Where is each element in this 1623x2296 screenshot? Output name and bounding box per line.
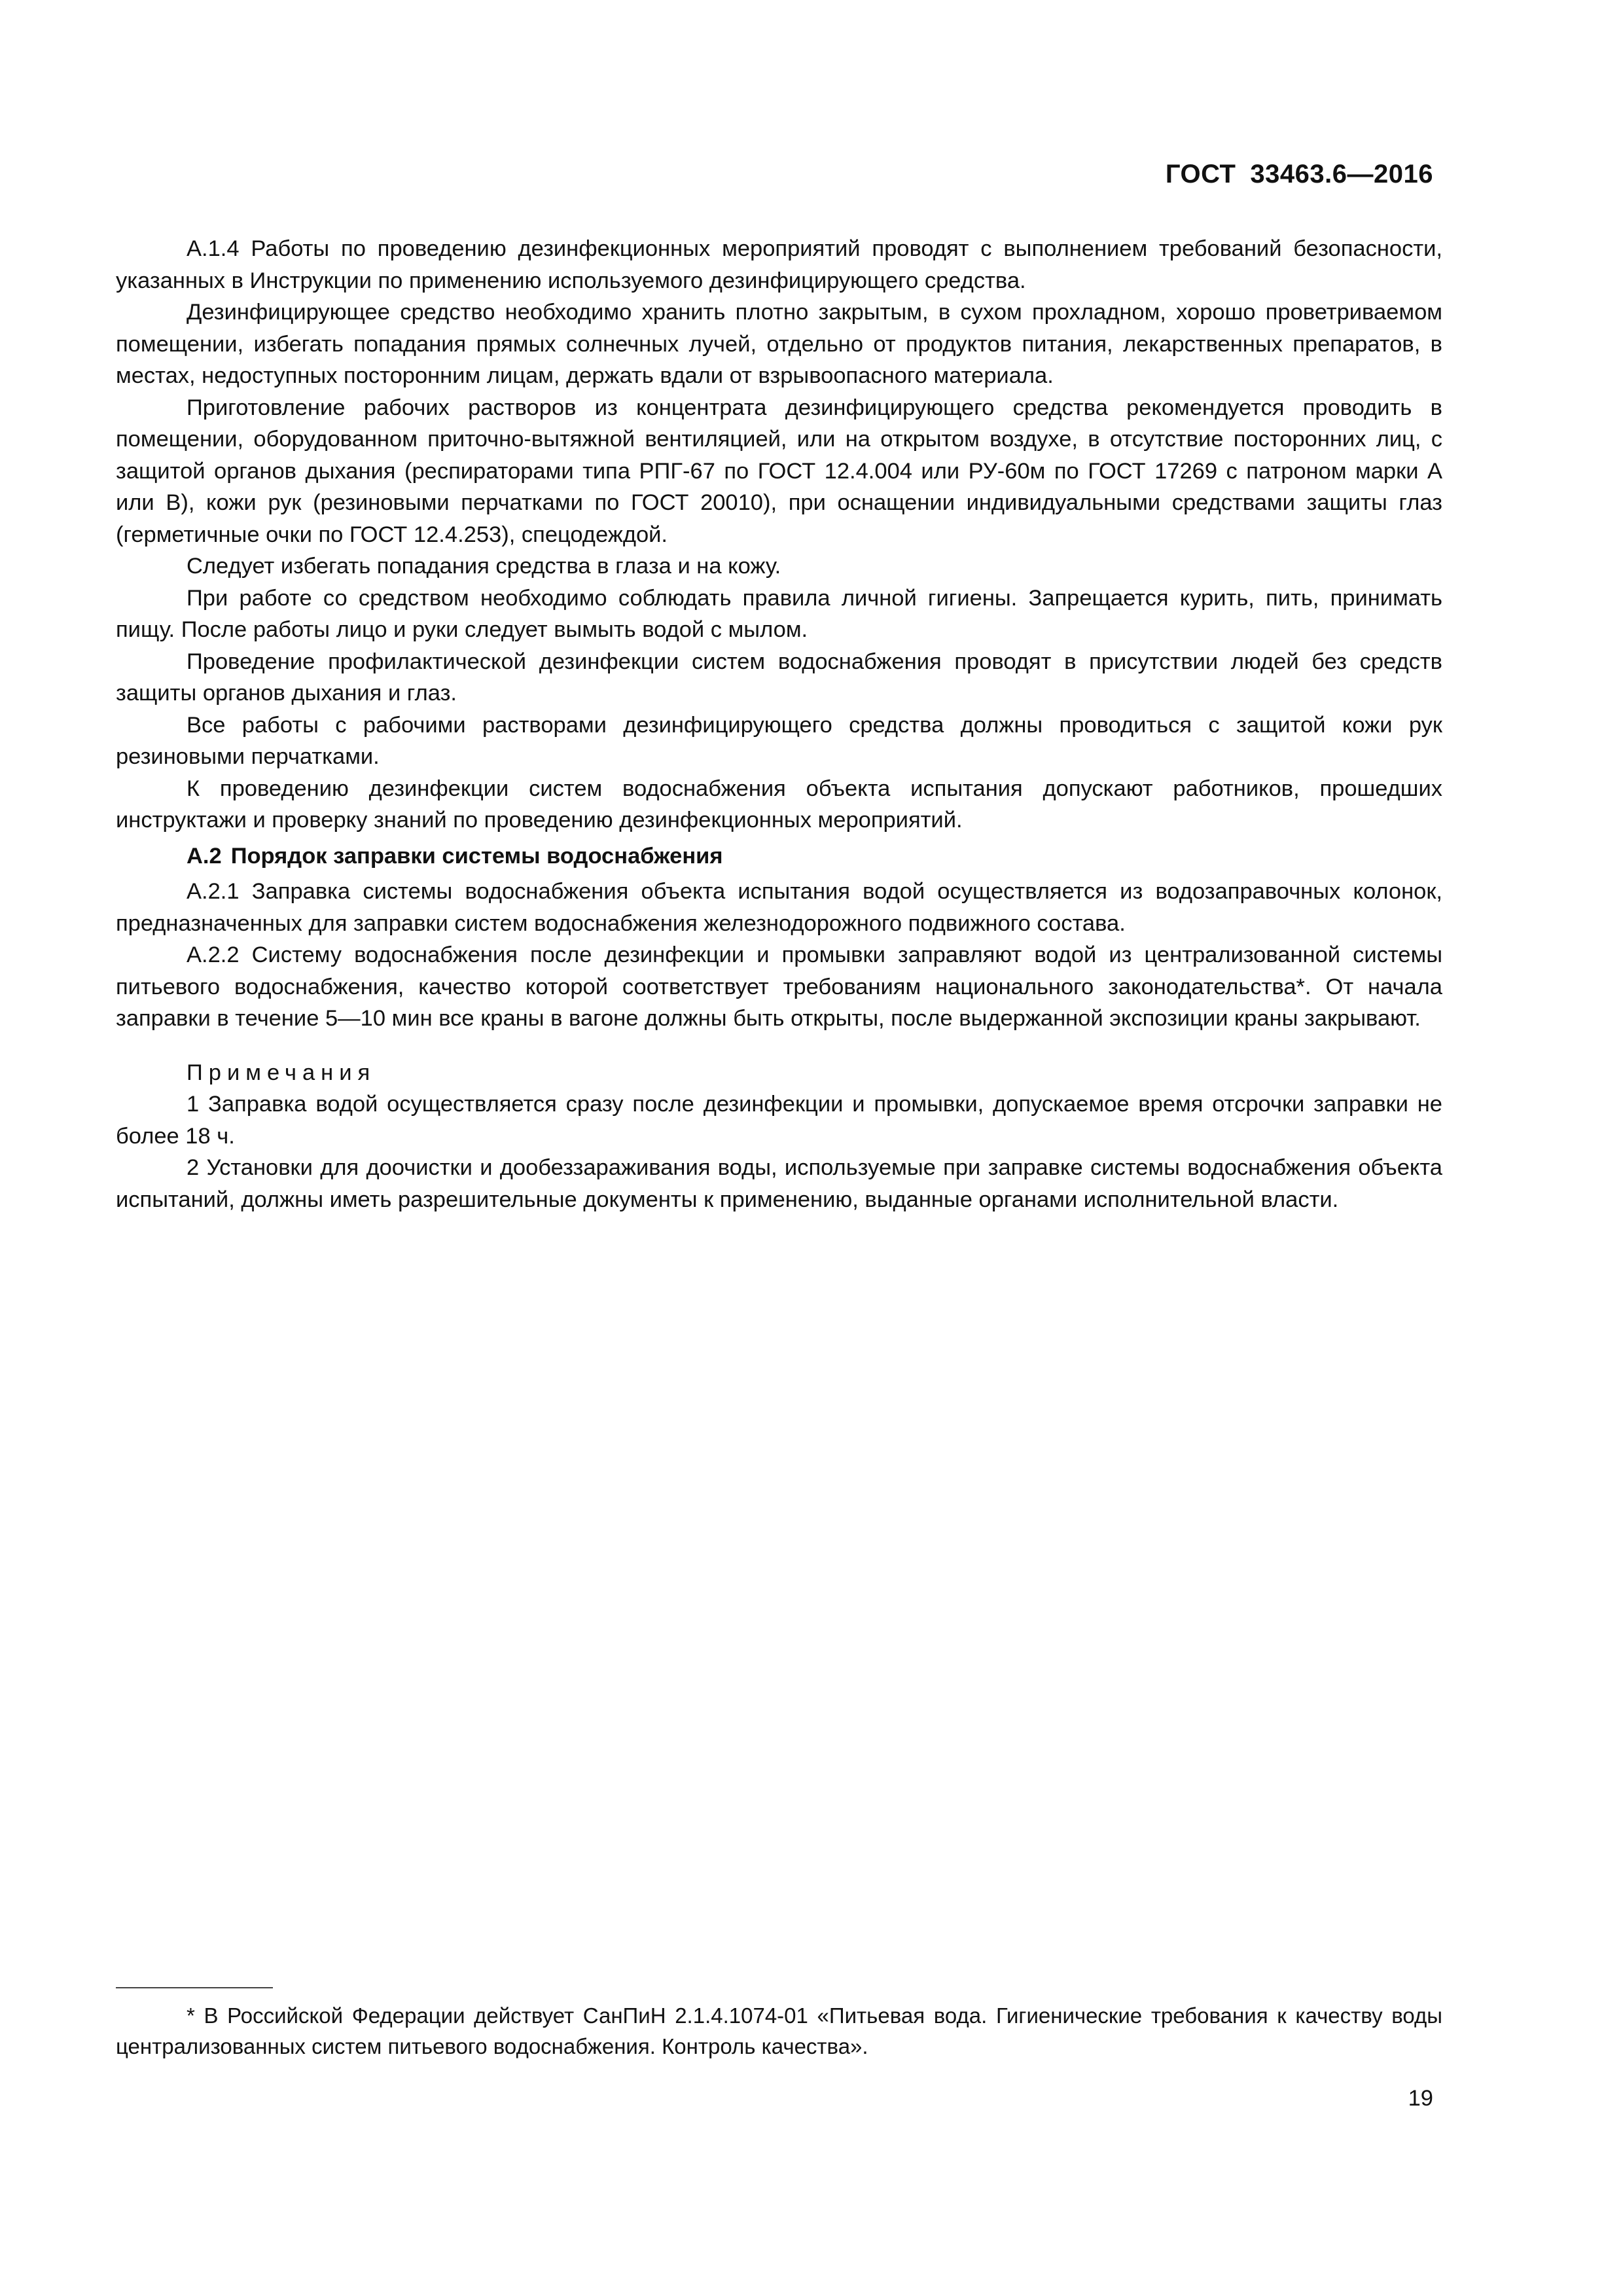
paragraph-preparation: Приготовление рабочих растворов из концентрата дезинфицирующего средства рекомендуется проводить в помещении, оборудованном приточно-вытяжной вентиляцией, или на открытом воздухе, в отсутствие посторонних лиц, с защитой органов дыхания (респираторами типа РПГ-67 по ГОСТ 12.4.004 или РУ-60м по ГОСТ 17269 с патроном марки А или В), кожи рук (резиновыми перчатками по ГОСТ 20010), при оснащении индивидуальными средствами защиты глаз (герметичные очки по ГОСТ 12.4.253), спецодеждой. [116,395,1442,547]
section-number: А.2 [187,843,222,869]
paragraph-personnel: К проведению дезинфекции систем водоснабжения объекта испытания допускают работников, прошедших инструктажи и проверку знаний по проведению дезинфекционных мероприятий. [116,776,1442,833]
main-text [116,233,1442,1215]
note-2: 2 Установки для доочистки и дообеззараживания воды, используемые при заправке системы водоснабжения объекта испытаний, должны иметь разрешительные документы к применению, выданные органами исполнительной власти. [116,1155,1442,1212]
paragraph-a2-2: А.2.2 Систему водоснабжения после дезинфекции и промывки заправляют водой из централизованной системы питьевого водоснабжения, качество которой соответствует требованиям национального законодательства*. От начала заправки в течение 5—10 мин все краны в вагоне должны быть открыты, после выдержанной экспозиции краны закрывают. [116,942,1442,1031]
footnote-text: * В Российской Федерации действует СанПиН 2.1.4.1074-01 «Питьевая вода. Гигиенические требования к качеству воды централизованных систем питьевого водоснабжения. Контроль качества». [116,2003,1442,2058]
section-heading-a2 [116,840,1442,872]
footnote-divider [116,1987,273,1988]
paragraph-a2-1: А.2.1 Заправка системы водоснабжения объекта испытания водой осуществляется из водозаправочных колонок, предназначенных для заправки систем водоснабжения железнодорожного подвижного состава. [116,879,1442,936]
paragraph-gloves: Все работы с рабочими растворами дезинфицирующего средства должны проводиться с защитой кожи рук резиновыми перчатками. [116,712,1442,769]
note-1: 1 Заправка водой осуществляется сразу после дезинфекции и промывки, допускаемое время отсрочки заправки не более 18 ч. [116,1092,1442,1149]
standard-designation [1166,160,1433,189]
paragraph-prophylactic: Проведение профилактической дезинфекции систем водоснабжения проводят в присутствии людей без средств защиты органов дыхания и глаз. [116,649,1442,706]
notes-title: Примечания [187,1060,376,1085]
paragraph-storage: Дезинфицирующее средство необходимо хранить плотно закрытым, в сухом прохладном, хорошо проветриваемом помещении, избегать попадания прямых солнечных лучей, отдельно от продуктов питания, лекарственных препаратов, в местах, недоступных посторонним лицам, держать вдали от взрывоопасного материала. [116,300,1442,388]
footnote [116,2000,1442,2062]
section-title: Порядок заправки системы водоснабжения [230,843,723,869]
paragraph-a1-4: А.1.4 Работы по проведению дезинфекционных мероприятий проводят с выполнением требований безопасности, указанных в Инструкции по применению используемого дезинфицирующего средства. [116,236,1442,293]
paragraph-hygiene: При работе со средством необходимо соблюдать правила личной гигиены. Запрещается курить, пить, принимать пищу. После работы лицо и руки следует вымыть водой с мылом. [116,585,1442,642]
standard-code: 33463.6—2016 [1250,160,1433,188]
page-number: 19 [1408,2086,1433,2111]
paragraph-avoid-contact: Следует избегать попадания средства в глаза и на кожу. [187,554,781,579]
standard-prefix: ГОСТ [1165,160,1236,188]
